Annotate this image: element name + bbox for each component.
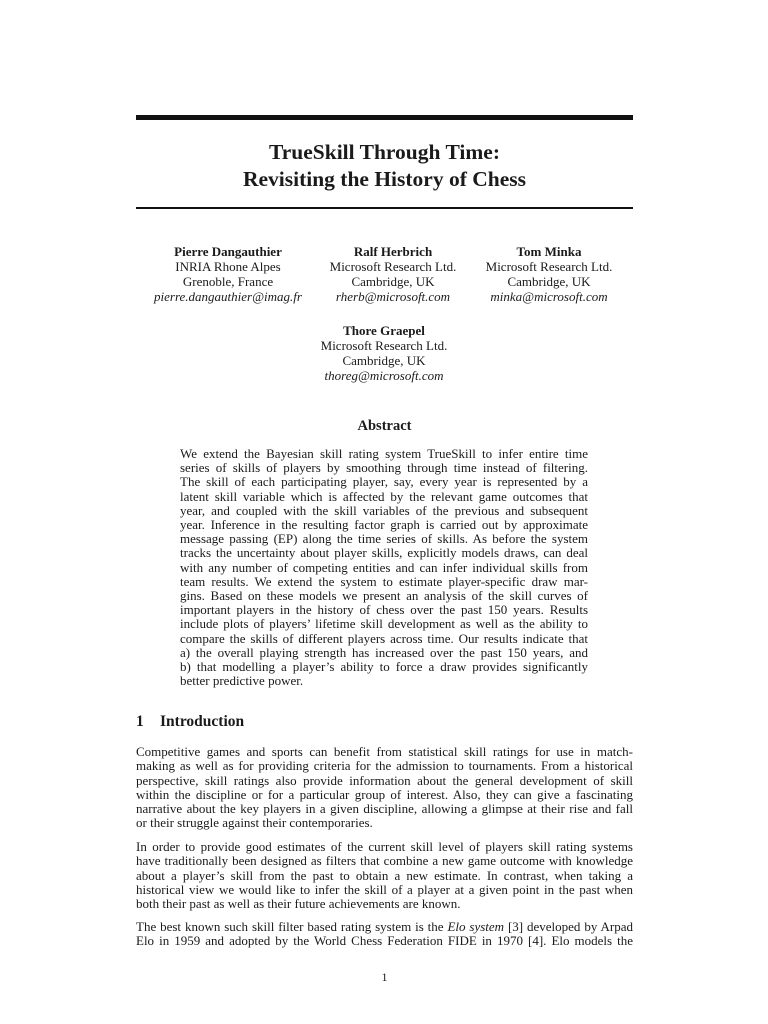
paragraph-line: perspective, skill ratings also provide information about the general development of skill [136, 772, 633, 788]
paragraph-line: or their struggle against their contemporaries. [136, 815, 373, 831]
paragraph [136, 840, 633, 911]
author-name: Pierre Dangauthier [174, 244, 282, 259]
author-affiliation: Microsoft Research Ltd. [320, 338, 448, 353]
abstract-line: gins. Based on these models we present an analysis of the skill curves of [180, 588, 588, 604]
elo-system-term: Elo system [447, 919, 505, 934]
author-affiliation: Microsoft Research Ltd. [485, 259, 613, 274]
abstract-line: We extend the Bayesian skill rating system TrueSkill to infer entire time [180, 446, 588, 461]
abstract-body [180, 447, 588, 688]
section-title: Introduction [160, 713, 245, 730]
abstract-line: message passing (EP) along the time series of skills. As before the system [180, 531, 588, 547]
title-line-2: Revisiting the History of Chess [242, 167, 527, 191]
author-block [464, 244, 634, 304]
author-email: pierre.dangauthier@imag.fr [154, 289, 302, 304]
author-email: rherb@microsoft.com [335, 289, 451, 304]
title-line-1: TrueSkill Through Time: [269, 140, 500, 164]
author-affiliation: Microsoft Research Ltd. [329, 259, 457, 274]
text-run: The best known such skill filter based rating system is the [136, 919, 448, 934]
abstract-heading: Abstract [357, 418, 412, 434]
author-block [308, 244, 478, 304]
paragraph-line: In order to provide good estimates of the current skill level of players skill rating systems [136, 839, 633, 854]
paragraph-line: Elo in 1959 and adopted by the World Chess Federation FIDE in 1970 [4]. Elo models the [136, 933, 633, 949]
author-location: Grenoble, France [182, 274, 274, 289]
paragraph-line: about a player’s skill from the past to obtain a new estimate. In contrast, when taking a [136, 867, 633, 883]
paper-title [136, 139, 633, 193]
paragraph [136, 745, 633, 831]
author-name: Thore Graepel [343, 323, 425, 338]
section-heading [136, 713, 244, 731]
abstract-line: important players in the history of chess over the past 150 years. Results [180, 602, 588, 618]
author-block [143, 244, 313, 304]
abstract-line: b) that modelling a player’s ability to force a draw provides significantly [180, 659, 588, 675]
paragraph-line: narrative about the key players in a given discipline, allowing a glimpse at their rise and fall [136, 801, 633, 817]
paragraph-line [136, 920, 633, 934]
author-block [299, 323, 469, 383]
paragraph-line: both their past as well as their future achievements are known. [136, 896, 461, 912]
abstract-line: latent skill variable which is affected by the relevant game outcomes that [180, 488, 588, 504]
paragraph [136, 920, 633, 949]
top-rule [136, 115, 633, 120]
author-email: minka@microsoft.com [490, 289, 608, 304]
paragraph-line: within the discipline or for a particular group of interest. Also, they can give a fascinating [136, 786, 633, 802]
author-location: Cambridge, UK [342, 353, 426, 368]
abstract-line: The skill of each participating player, say, every year is represented by a [180, 474, 588, 490]
paragraph-line: making as well as for providing criteria for the admission to tournaments. From a historical [136, 758, 633, 774]
abstract-line: tracks the uncertainty about player skills, explicitly models draws, can deal [180, 545, 588, 561]
paragraph-line: historical view we would like to infer the skill of a player at a given point in the past when [136, 881, 633, 897]
page-number: 1 [381, 970, 388, 984]
author-name: Tom Minka [516, 244, 582, 259]
paragraph-line: have traditionally been designed as filters that combine a new game outcome with knowledge [136, 853, 633, 869]
text-run: [3] developed by Arpad [504, 919, 633, 934]
author-name: Ralf Herbrich [353, 244, 433, 259]
abstract-line: better predictive power. [180, 673, 304, 689]
paragraph-line: Competitive games and sports can benefit from statistical skill ratings for use in match- [136, 744, 633, 759]
author-affiliation: INRIA Rhone Alpes [175, 259, 281, 274]
author-email: thoreg@microsoft.com [324, 368, 444, 383]
abstract-line: series of skills of players by smoothing through time instead of filtering. [180, 460, 588, 476]
abstract-line: team results. We extend the system to estimate player-specific draw mar- [180, 573, 588, 589]
abstract-line: with any number of competing entities and can infer individual skills from [180, 559, 588, 575]
author-location: Cambridge, UK [351, 274, 435, 289]
abstract-line: a) the overall playing strength has increased over the past 150 years, and [180, 644, 588, 660]
section-number: 1 [136, 713, 144, 730]
title-bottom-rule [136, 207, 633, 209]
abstract-line: year, and coupled with the skill variables of the previous and subsequent [180, 502, 588, 518]
abstract-line: compare the skills of different players across time. Our results indicate that [180, 630, 588, 646]
author-location: Cambridge, UK [507, 274, 591, 289]
abstract-line: year. Inference in the resulting factor graph is carried out by approximate [180, 517, 588, 533]
abstract-line: include plots of players’ lifetime skill development as well as the ability to [180, 616, 588, 632]
